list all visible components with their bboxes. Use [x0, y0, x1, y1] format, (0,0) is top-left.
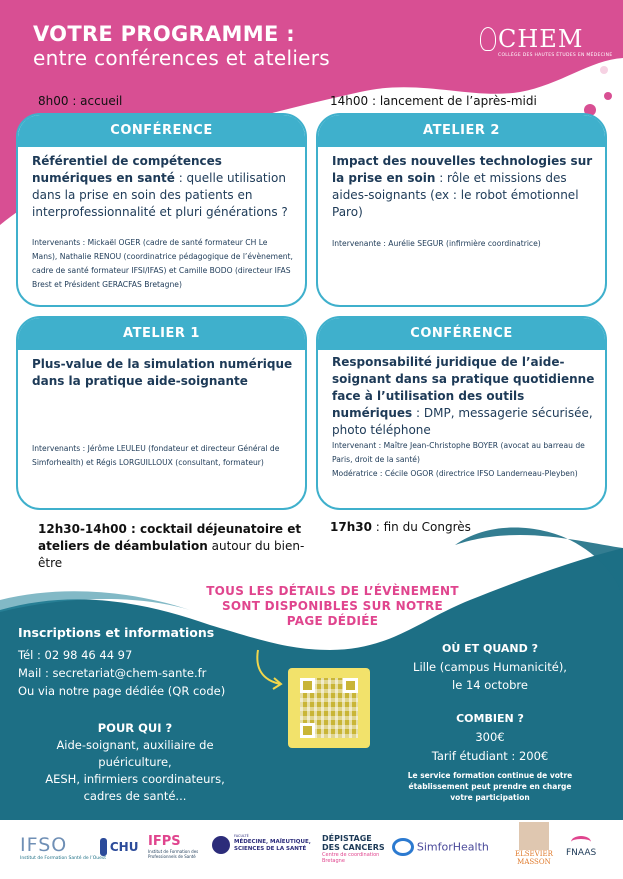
card-atelier-1 — [16, 316, 307, 510]
card-speakers: Intervenant : Maître Jean-Christophe BOYER (avocat au barreau de Paris, droit de la santé) — [332, 441, 585, 464]
pour-qui-line-3: cadres de santé... — [83, 789, 187, 803]
partner-logos — [0, 820, 623, 879]
chem-emblem-icon — [480, 27, 496, 51]
fnaas-logo — [566, 836, 596, 858]
time-end-bold: 17h30 — [330, 520, 372, 534]
combien-block — [410, 709, 570, 766]
elsevier-line-2: MASSON — [517, 858, 551, 866]
card-title — [332, 153, 595, 221]
time-end — [330, 520, 471, 534]
chem-logo — [480, 25, 613, 65]
details-line-2: SONT DISPONIBLES SUR NOTRE — [221, 599, 444, 613]
elsevier-logo — [515, 822, 553, 866]
card-title-bold: Impact des nouvelles technologies sur la prise en soin — [332, 154, 593, 185]
card-speakers: Intervenante : Aurélie SEGUR (infirmière coordinatrice) — [332, 239, 541, 248]
chu-emblem-icon — [100, 838, 107, 856]
card-title — [32, 153, 295, 221]
card-title-rest: : rôle et missions des aides-soignants (ex : le robot émotionnel Paro) — [332, 171, 579, 219]
time-end-rest: : fin du Congrès — [371, 520, 471, 534]
details-callout — [205, 584, 460, 629]
card-conference-1 — [16, 113, 307, 307]
simforhealth-logo-text: SimforHealth — [416, 840, 489, 854]
chu-logo — [100, 838, 138, 856]
chu-logo-text: CHU — [109, 840, 139, 854]
combien-note-1: Le service formation continue de votre — [407, 771, 573, 780]
card-atelier-2 — [316, 113, 607, 307]
card-speakers: Intervenants : Jérôme LEULEU (fondateur et directeur Général de Simforhealth) et Régis LORGUILLOUX (consultant, formateur) — [32, 444, 280, 467]
pour-qui-line-2: AESH, infirmiers coordinateurs, — [45, 772, 225, 786]
time-morning: 8h00 : accueil — [38, 94, 123, 108]
time-lunch — [38, 521, 313, 572]
chem-logo-tagline: COLLÈGE DES HAUTES ÉTUDES EN MÉDECINE — [498, 53, 613, 58]
card-title-bold: Plus-value de la simulation numérique dans la pratique aide-soignante — [32, 357, 293, 388]
card-title-rest: : DMP, messagerie sécurisée, photo téléphone — [332, 406, 593, 437]
chem-logo-text: CHEM — [498, 25, 584, 53]
faculte-line-1: FACULTÉ — [234, 834, 249, 838]
ifps-logo-sub: Institut de Formation des Professionnels de Santé — [148, 849, 199, 859]
pour-qui-heading: POUR QUI ? — [97, 721, 173, 735]
elsevier-line-1: ELSEVIER — [515, 850, 553, 858]
qr-code[interactable] — [288, 668, 370, 748]
depistage-line-3: Centre de coordination — [322, 852, 380, 858]
qr-finder-icon — [300, 678, 315, 693]
title-line-2: entre conférences et ateliers — [33, 46, 331, 70]
combien-note-3: votre participation — [450, 793, 530, 802]
time-lunch-rest: autour du bien-être — [38, 539, 305, 570]
depistage-line-4: Bretagne — [322, 858, 345, 864]
card-label: ATELIER 1 — [18, 318, 305, 350]
faculte-line-2: MÉDECINE, MAÏEUTIQUE, — [234, 839, 311, 845]
fnaas-emblem-icon — [571, 836, 591, 848]
pink-dot — [604, 92, 612, 100]
ifps-logo — [148, 834, 208, 859]
depistage-line-2: DES CANCERS — [322, 843, 385, 852]
faculte-line-3: SCIENCES DE LA SANTÉ — [234, 846, 307, 852]
ifso-logo — [20, 834, 106, 861]
pour-qui-block — [20, 720, 250, 805]
combien-price: 300€ — [475, 730, 505, 744]
card-title-bold: Référentiel de compétences numériques en santé — [32, 154, 222, 185]
card-title-rest: : quelle utilisation dans la prise en soin des patients en interprofessionnalité et pluri générations ? — [32, 171, 288, 219]
depistage-line-1: DÉPISTAGE — [322, 834, 372, 843]
phone-text: Tél : 02 98 46 44 97 — [18, 648, 133, 662]
ou-line-2: le 14 octobre — [452, 678, 528, 692]
simforhealth-logo — [392, 838, 489, 856]
inscriptions-block — [18, 646, 225, 700]
depistage-logo — [322, 834, 385, 864]
combien-note-2: établissement peut prendre en charge — [408, 782, 572, 791]
pink-dot — [600, 66, 608, 74]
ou-quand-heading: OÙ ET QUAND ? — [442, 642, 538, 655]
simforhealth-emblem-icon — [392, 838, 414, 856]
ifso-logo-sub: Institut de Formation Santé de l’Ouest — [20, 856, 106, 861]
fnaas-logo-text: FNAAS — [566, 848, 597, 858]
combien-note — [395, 770, 585, 803]
combien-student: Tarif étudiant : 200€ — [431, 749, 549, 763]
card-conference-2 — [316, 316, 607, 510]
qr-finder-icon — [343, 678, 358, 693]
card-title-bold: Responsabilité juridique de l’aide-soignant dans sa pratique quotidienne face à l’utilisation des outils numériques — [332, 355, 595, 420]
ifps-logo-text: IFPS — [148, 834, 181, 849]
card-label: CONFÉRENCE — [318, 318, 605, 350]
ou-line-1: Lille (campus Humanicité), — [413, 660, 567, 674]
card-title — [332, 354, 595, 439]
time-afternoon: 14h00 : lancement de l’après-midi — [330, 94, 537, 108]
ou-quand-block — [410, 640, 570, 694]
combien-heading: COMBIEN ? — [456, 712, 524, 725]
title-line-1: VOTRE PROGRAMME : — [33, 22, 295, 46]
page-title — [33, 22, 330, 70]
card-label: ATELIER 2 — [318, 115, 605, 147]
details-line-3: PAGE DÉDIÉE — [286, 614, 379, 628]
email-link[interactable]: Mail : secretariat@chem-sante.fr — [18, 666, 207, 680]
web-text: Ou via notre page dédiée (QR code) — [18, 684, 226, 698]
inscriptions-heading: Inscriptions et informations — [18, 625, 215, 640]
qr-finder-icon — [300, 723, 315, 738]
time-lunch-bold: 12h30-14h00 : cocktail déjeunatoire et ateliers de déambulation — [38, 522, 302, 553]
faculte-emblem-icon — [212, 836, 230, 854]
card-moderator: Modératrice : Cécile OGOR (directrice IFSO Landerneau-Pleyben) — [332, 469, 578, 478]
details-line-1: TOUS LES DÉTAILS DE L’ÉVÈNEMENT — [206, 584, 459, 598]
elsevier-tree-icon — [519, 822, 549, 850]
card-title — [32, 356, 295, 390]
pour-qui-line-1: Aide-soignant, auxiliaire de puériculture, — [56, 738, 214, 769]
ifso-logo-text: IFSO — [20, 834, 68, 856]
card-label: CONFÉRENCE — [18, 115, 305, 147]
card-speakers: Intervenants : Mickaël OGER (cadre de santé formateur CH Le Mans), Nathalie RENOU (coordinatrice pédagogique de l’évènement, cadre de santé formateur IFSI/IFAS) et Camille BODO (directeur IFAS Brest et Président GERACFAS Bretagne) — [32, 238, 293, 289]
